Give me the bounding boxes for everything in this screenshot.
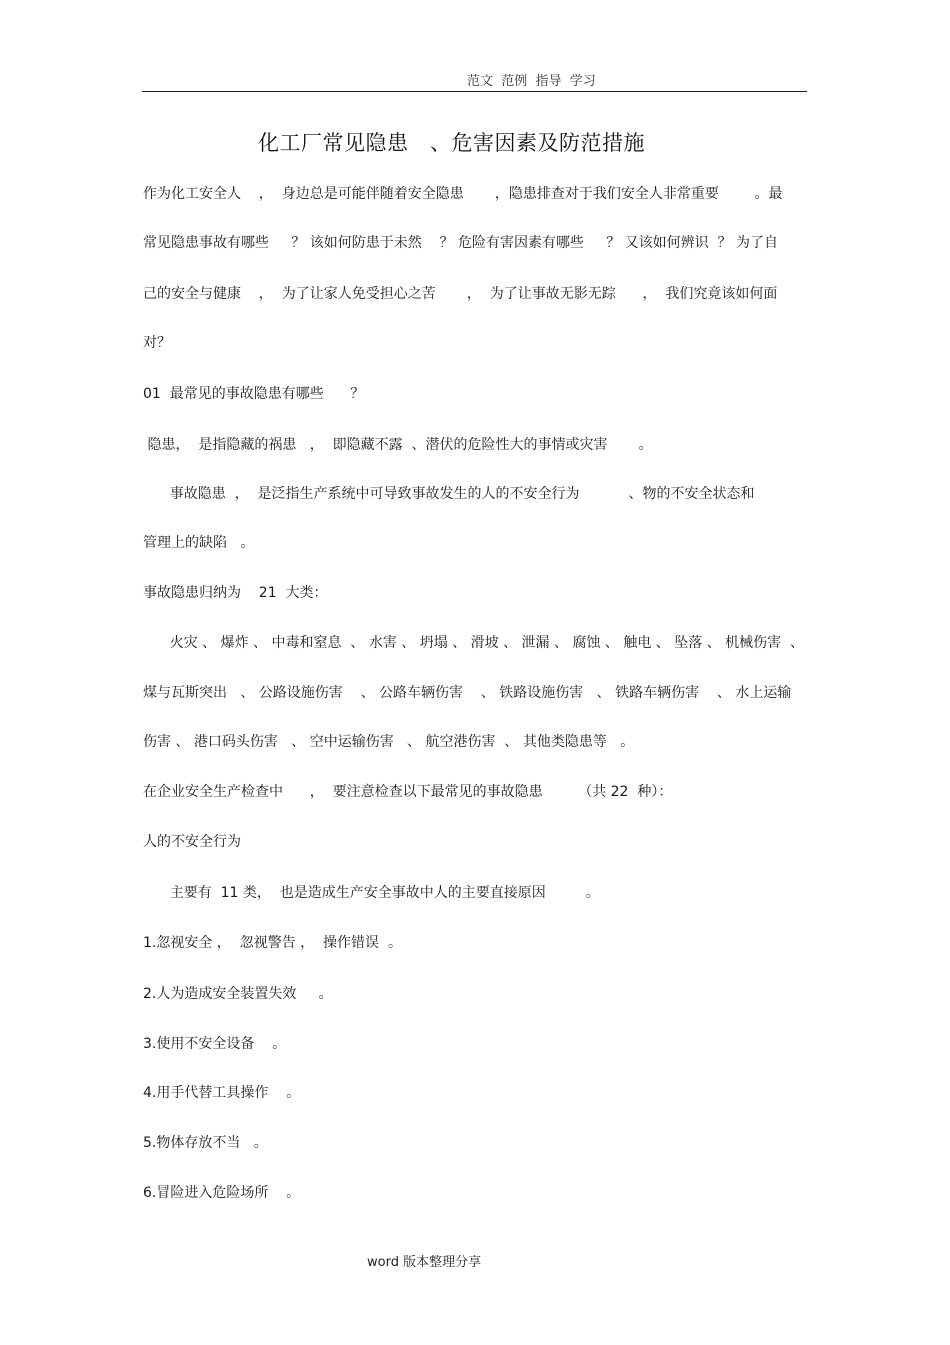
intro-line-3: 己的安全与健康 ， 为了让家人免受担心之苦 ， 为了让事故无影无踪 ， 我们究竟该如何面 — [143, 286, 778, 302]
intro-line-2: 常见隐患事故有哪些 ？ 该如何防患于未然 ？ 危险有害因素有哪些 ？ 又该如何辨识 ？ 为了自 — [143, 235, 779, 251]
categories-line-3: 伤害 、 港口码头伤害 、 空中运输伤害 、 航空港伤害 、 其他类隐患等 。 — [143, 734, 635, 750]
page-footer-text: word 版本整理分享 — [367, 1255, 482, 1270]
list-item: 4.用手代替工具操作 。 — [143, 1085, 301, 1101]
intro-line-1: 作为化工安全人 ， 身边总是可能伴随着安全隐患 ，隐患排查对于我们安全人非常重要 。最 — [143, 186, 783, 202]
list-item: 2.人为造成安全装置失效 。 — [143, 986, 333, 1002]
hazard-definition: 隐患， 是指隐藏的祸患 ， 即隐藏不露 、潜伏的危险性大的事情或灾害 。 — [143, 437, 653, 453]
categories-intro: 事故隐患归纳为 21 大类： — [143, 585, 328, 601]
list-item: 5.物体存放不当 。 — [143, 1135, 268, 1151]
categories-line-2: 煤与瓦斯突出 、 公路设施伤害 、 公路车辆伤害 、 铁路设施伤害 、 铁路车辆伤害 、 水上运输 — [143, 685, 792, 701]
intro-line-4: 对？ — [143, 335, 171, 351]
main-causes: 主要有 11 类， 也是造成生产安全事故中人的主要直接原因 。 — [143, 885, 600, 901]
list-item: 3.使用不安全设备 。 — [143, 1036, 287, 1052]
list-item: 6.冒险进入危险场所 。 — [143, 1185, 301, 1201]
section-heading: 01 最常见的事故隐患有哪些 ？ — [143, 386, 365, 402]
header-divider — [142, 91, 807, 92]
check-intro: 在企业安全生产检查中 ， 要注意检查以下最常见的事故隐患 （共 22 种）： — [143, 784, 673, 800]
accident-definition-line-1: 事故隐患 ， 是泛指生产系统中可导致事故发生的人的不安全行为 、物的不安全状态和 — [143, 486, 755, 502]
unsafe-behavior-heading: 人的不安全行为 — [143, 834, 241, 850]
document-title: 化工厂常见隐患 、危害因素及防范措施 — [258, 131, 646, 155]
accident-definition-line-2: 管理上的缺陷 。 — [143, 535, 255, 551]
list-item: 1.忽视安全 ， 忽视警告 ， 操作错误 。 — [143, 935, 402, 951]
categories-line-1: 火灾 、 爆炸 、 中毒和窒息 、 水害 、 坍塌 、 滑坡 、 泄漏 、 腐蚀 、 触电 、 坠落 、 机械伤害 、 — [143, 635, 805, 651]
page-header-text: 范文 范例 指导 学习 — [467, 74, 596, 89]
